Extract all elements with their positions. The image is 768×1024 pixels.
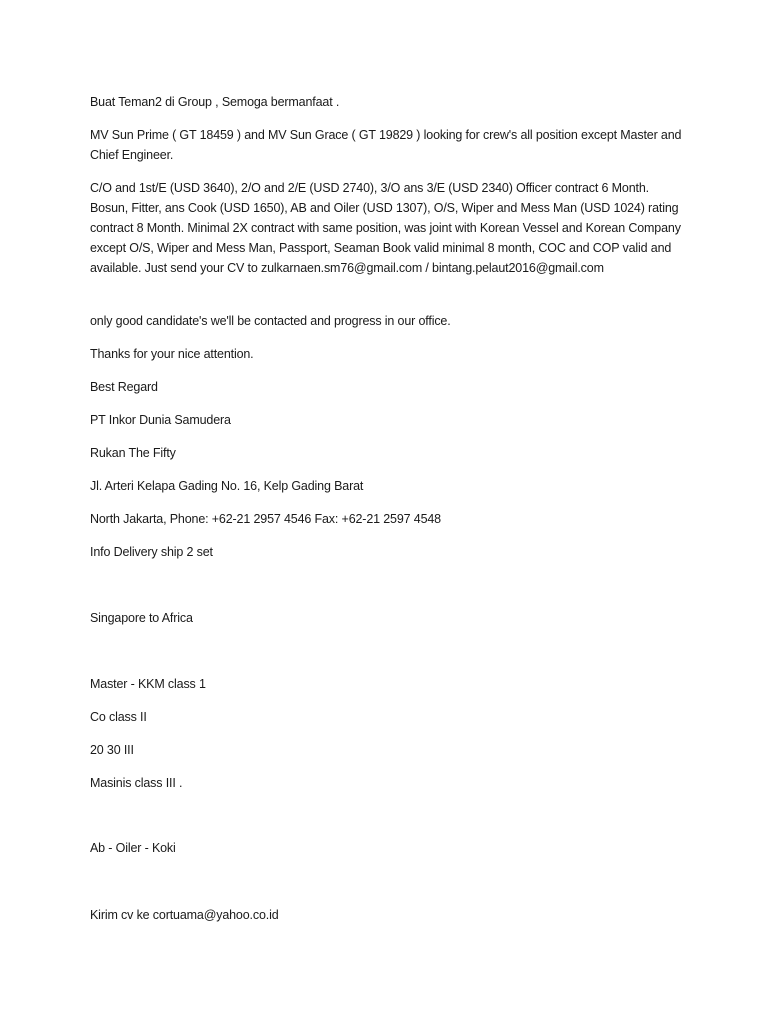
position-2030: 20 30 III bbox=[90, 743, 134, 757]
details-paragraph: C/O and 1st/E (USD 3640), 2/O and 2/E (USD 2740), 3/O ans 3/E (USD 2340) Officer contract 6 Month. Bosun, Fitter, ans Cook (USD 1650), AB and Oiler (USD 1307), O/S, Wiper and Mess Man (USD 1024) rating contract 8 Month. Minimal 2X contract with same position, was joint with Korean Vessel and Korean Company except O/S, Wiper and Mess Man, Passport, Seaman Book valid minimal 8 month, COC and COP valid and available. Just send your CV to zulkarnaen.sm76@gmail.com / bintang.pelaut2016@gmail.com bbox=[90, 181, 681, 275]
info-text: Info Delivery ship 2 set bbox=[90, 545, 213, 559]
intro-paragraph: MV Sun Prime ( GT 18459 ) and MV Sun Grace ( GT 19829 ) looking for crew's all position except Master and Chief Engineer. bbox=[90, 128, 682, 162]
position-co: Co class II bbox=[90, 710, 147, 724]
position-master: Master - KKM class 1 bbox=[90, 677, 206, 691]
thanks-text: Thanks for your nice attention. bbox=[90, 347, 254, 361]
send-cv-text: Kirim cv ke cortuama@yahoo.co.id bbox=[90, 908, 279, 922]
position-masinis: Masinis class III . bbox=[90, 776, 183, 790]
greeting-text: Buat Teman2 di Group , Semoga bermanfaat . bbox=[90, 95, 340, 109]
company-name: PT Inkor Dunia Samudera bbox=[90, 413, 231, 427]
route-text: Singapore to Africa bbox=[90, 611, 193, 625]
note-text: only good candidate's we'll be contacted and progress in our office. bbox=[90, 314, 451, 328]
contact-text: North Jakarta, Phone: +62-21 2957 4546 Fax: +62-21 2597 4548 bbox=[90, 512, 441, 526]
ratings-text: Ab - Oiler - Koki bbox=[90, 841, 176, 855]
regard-text: Best Regard bbox=[90, 380, 158, 394]
address-text: Jl. Arteri Kelapa Gading No. 16, Kelp Gading Barat bbox=[90, 479, 364, 493]
building-name: Rukan The Fifty bbox=[90, 446, 176, 460]
